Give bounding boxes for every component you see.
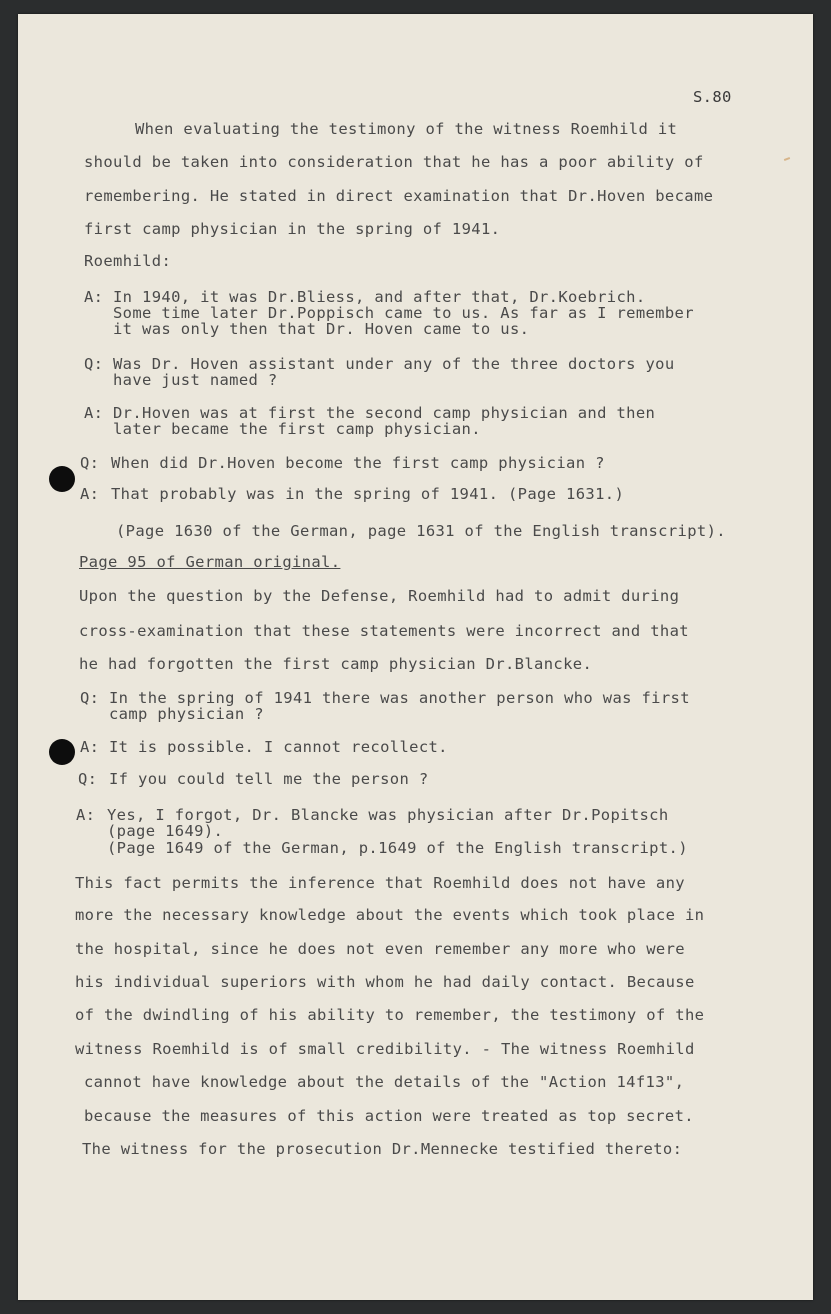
qa1-speaker: A:: [84, 288, 104, 306]
para3-line-6: witness Roemhild is of small credibility. - The witness Roemhild: [75, 1040, 695, 1058]
qa1-speaker: Q:: [84, 355, 104, 373]
punch-hole-top: [49, 466, 75, 492]
qa2-question-line: If you could tell me the person ?: [109, 770, 429, 788]
qa1-question-line: have just named ?: [113, 371, 278, 389]
qa2-answer-line: It is possible. I cannot recollect.: [109, 738, 448, 756]
qa1-question-line: Was Dr. Hoven assistant under any of the three doctors you: [113, 355, 675, 373]
para2-line-3: he had forgotten the first camp physician Dr.Blancke.: [79, 655, 593, 673]
page-reference: Page 95 of German original.: [79, 553, 341, 571]
qa2-speaker: Q:: [78, 770, 98, 788]
qa2-speaker: Q:: [80, 689, 100, 707]
para3-line-3: the hospital, since he does not even remember any more who were: [75, 940, 685, 958]
para3-line-7: cannot have knowledge about the details of the "Action 14f13",: [84, 1073, 685, 1091]
qa2-citation: (Page 1649 of the German, p.1649 of the English transcript.): [107, 839, 688, 857]
qa2-answer-line: Yes, I forgot, Dr. Blancke was physician after Dr.Popitsch: [107, 806, 669, 824]
punch-hole-bottom: [49, 739, 75, 765]
qa1-answer-line: Some time later Dr.Poppisch came to us. As far as I remember: [113, 304, 694, 322]
qa1-answer-line: In 1940, it was Dr.Bliess, and after that, Dr.Koebrich.: [113, 288, 646, 306]
para3-line-5: of the dwindling of his ability to remember, the testimony of the: [75, 1006, 705, 1024]
para2-line-2: cross-examination that these statements were incorrect and that: [79, 622, 689, 640]
para1-line-4: first camp physician in the spring of 1941.: [84, 220, 501, 238]
para1-line-2: should be taken into consideration that he has a poor ability of: [84, 153, 704, 171]
qa2-question-line: In the spring of 1941 there was another person who was first: [109, 689, 690, 707]
qa2-question-line: camp physician ?: [109, 705, 264, 723]
para3-line-2: more the necessary knowledge about the events which took place in: [75, 906, 705, 924]
qa1-answer-line: Dr.Hoven was at first the second camp physician and then: [113, 404, 656, 422]
qa1-speaker: A:: [80, 485, 100, 503]
qa1-answer-line: That probably was in the spring of 1941. (Page 1631.): [111, 485, 625, 503]
para2-line-1: Upon the question by the Defense, Roemhild had to admit during: [79, 587, 680, 605]
para1-line-1: When evaluating the testimony of the witness Roemhild it: [135, 120, 678, 138]
page-number: S.80: [693, 88, 732, 106]
para3-line-1: This fact permits the inference that Roemhild does not have any: [75, 874, 685, 892]
qa2-speaker: A:: [76, 806, 96, 824]
qa1-answer-line: later became the first camp physician.: [113, 420, 481, 438]
para1-line-3: remembering. He stated in direct examination that Dr.Hoven became: [84, 187, 714, 205]
para3-line-9: The witness for the prosecution Dr.Mennecke testified thereto:: [82, 1140, 683, 1158]
qa1-speaker: A:: [84, 404, 104, 422]
qa1-answer-line: it was only then that Dr. Hoven came to us.: [113, 320, 530, 338]
qa2-answer-line: (page 1649).: [107, 822, 224, 840]
para3-line-8: because the measures of this action were treated as top secret.: [84, 1107, 694, 1125]
qa1-speaker: Q:: [80, 454, 100, 472]
qa1-question-line: When did Dr.Hoven become the first camp physician ?: [111, 454, 605, 472]
paper-speck: [784, 157, 790, 161]
speaker-heading: Roemhild:: [84, 252, 172, 270]
para3-line-4: his individual superiors with whom he had daily contact. Because: [75, 973, 695, 991]
qa2-speaker: A:: [80, 738, 100, 756]
citation: (Page 1630 of the German, page 1631 of the English transcript).: [116, 522, 726, 540]
